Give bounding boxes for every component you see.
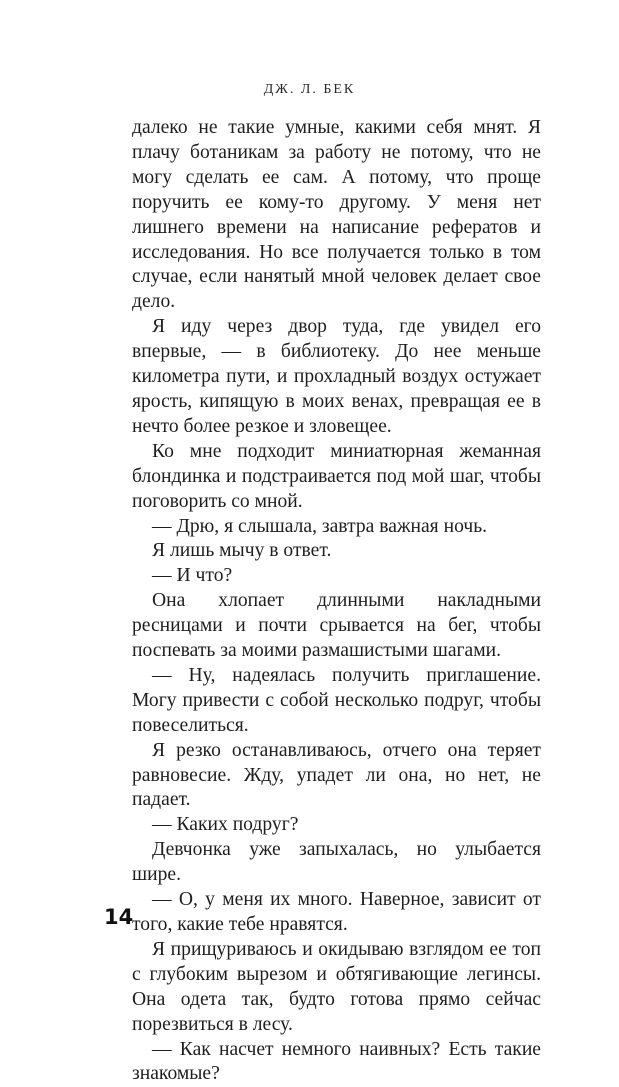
paragraph: Ко мне подходит миниатюрная жеманная блондинка и подстраивается под мой шаг, чтобы поговорить со мной. [132, 440, 541, 512]
page-number: 14 [104, 905, 134, 929]
dialogue-line: — О, у меня их много. Наверное, зависит от того, какие тебе нравятся. [132, 889, 541, 935]
paragraph: Я резко останавливаюсь, отчего она теряет равновесие. Жду, упадет ли она, но нет, не падает. [132, 739, 541, 811]
paragraph: Я лишь мычу в ответ. [152, 540, 332, 562]
running-header-author: ДЖ. Л. БЕК [263, 82, 356, 97]
paragraph: далеко не такие умные, какими себя мнят. Я плачу ботаникам за работу не потому, что не могу сделать ее сам. А потому, что проще поручить ее кому-то другому. У меня нет лишнего времени на написание рефератов и исследования. Но все получается только в том случае, если нанятый мной человек делает свое дело. [132, 117, 541, 313]
paragraph: Девчонка уже запыхалась, но улыбается шире. [132, 839, 541, 886]
paragraph: Она хлопает длинными накладными ресницами и почти срывается на бег, чтобы поспевать за моими размашистыми шагами. [132, 590, 541, 662]
paragraph: Я прищуриваюсь и окидываю взглядом ее топ с глубоким вырезом и обтягивающие легинсы. Она одета так, будто готова прямо сейчас порезвиться в лесу. [132, 938, 541, 1035]
dialogue-line: — Ну, надеялась получить приглашение. Могу привести с собой несколько подруг, чтобы повеселиться. [132, 664, 541, 736]
dialogue-line: — Каких подруг? [152, 814, 299, 836]
body-text [132, 116, 541, 1087]
dialogue-line: — Дрю, я слышала, завтра важная ночь. [152, 515, 488, 537]
paragraph: Я иду через двор туда, где увидел его впервые, — в библиотеку. До нее меньше километра пути, и прохладный воздух остужает ярость, кипящую в моих венах, превращая ее в нечто более резкое и зловещее. [132, 316, 541, 437]
dialogue-line: — И что? [152, 565, 233, 587]
dialogue-line: — Как насчет немного наивных? Есть такие знакомые? [132, 1038, 541, 1085]
